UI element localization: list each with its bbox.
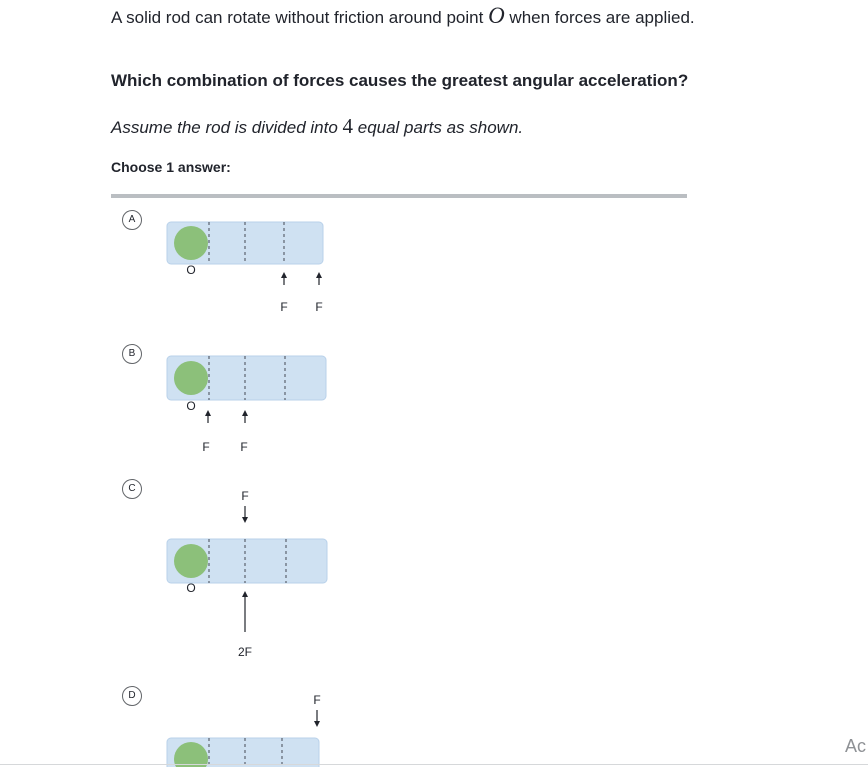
- assumption-text: Assume the rod is divided into: [111, 118, 343, 137]
- bottom-border: [0, 764, 868, 765]
- force-label: F: [241, 489, 249, 503]
- pivot-circle: [174, 226, 208, 260]
- choice-a-diagram[interactable]: [160, 215, 340, 320]
- choice-a-radio[interactable]: A: [122, 210, 142, 230]
- force-arrow-up: [242, 410, 248, 423]
- side-panel-text[interactable]: Ac: [845, 736, 867, 756]
- question-intro-text: A solid rod can rotate without friction around point: [111, 8, 489, 27]
- force-label: F: [202, 440, 210, 454]
- choice-c-radio[interactable]: C: [122, 479, 142, 499]
- choice-b-radio[interactable]: B: [122, 344, 142, 364]
- pivot-label: O: [186, 263, 196, 277]
- point-o-variable: O: [488, 3, 505, 28]
- choice-b-diagram[interactable]: [160, 349, 340, 459]
- force-label: F: [315, 300, 323, 314]
- question-intro: [111, 4, 701, 29]
- parts-count: 4: [342, 114, 354, 138]
- pivot-circle: [174, 544, 208, 578]
- assumption-text-end: equal parts as shown.: [353, 118, 524, 137]
- force-arrow-up-long: [242, 591, 248, 632]
- choice-d-radio[interactable]: D: [122, 686, 142, 706]
- question-prompt: Which combination of forces causes the greatest angular acceleration?: [111, 71, 689, 90]
- force-label: F: [313, 693, 321, 707]
- question-intro-text-end: when forces are applied.: [504, 8, 695, 27]
- force-label: 2F: [237, 645, 253, 659]
- pivot-label: O: [186, 399, 196, 413]
- pivot-circle: [174, 361, 208, 395]
- divider: [111, 194, 687, 198]
- force-arrow-up: [281, 272, 287, 285]
- force-label: F: [240, 440, 248, 454]
- pivot-label: O: [186, 581, 196, 595]
- force-arrow-up: [205, 410, 211, 423]
- choice-d-diagram[interactable]: [160, 690, 340, 764]
- force-arrow-down: [242, 506, 248, 523]
- choice-c-diagram[interactable]: [160, 484, 340, 664]
- question-assumption: [111, 115, 523, 139]
- force-label: F: [280, 300, 288, 314]
- force-arrow-up: [316, 272, 322, 285]
- force-arrow-down: [314, 710, 320, 727]
- choose-instructions: Choose 1 answer:: [111, 159, 231, 175]
